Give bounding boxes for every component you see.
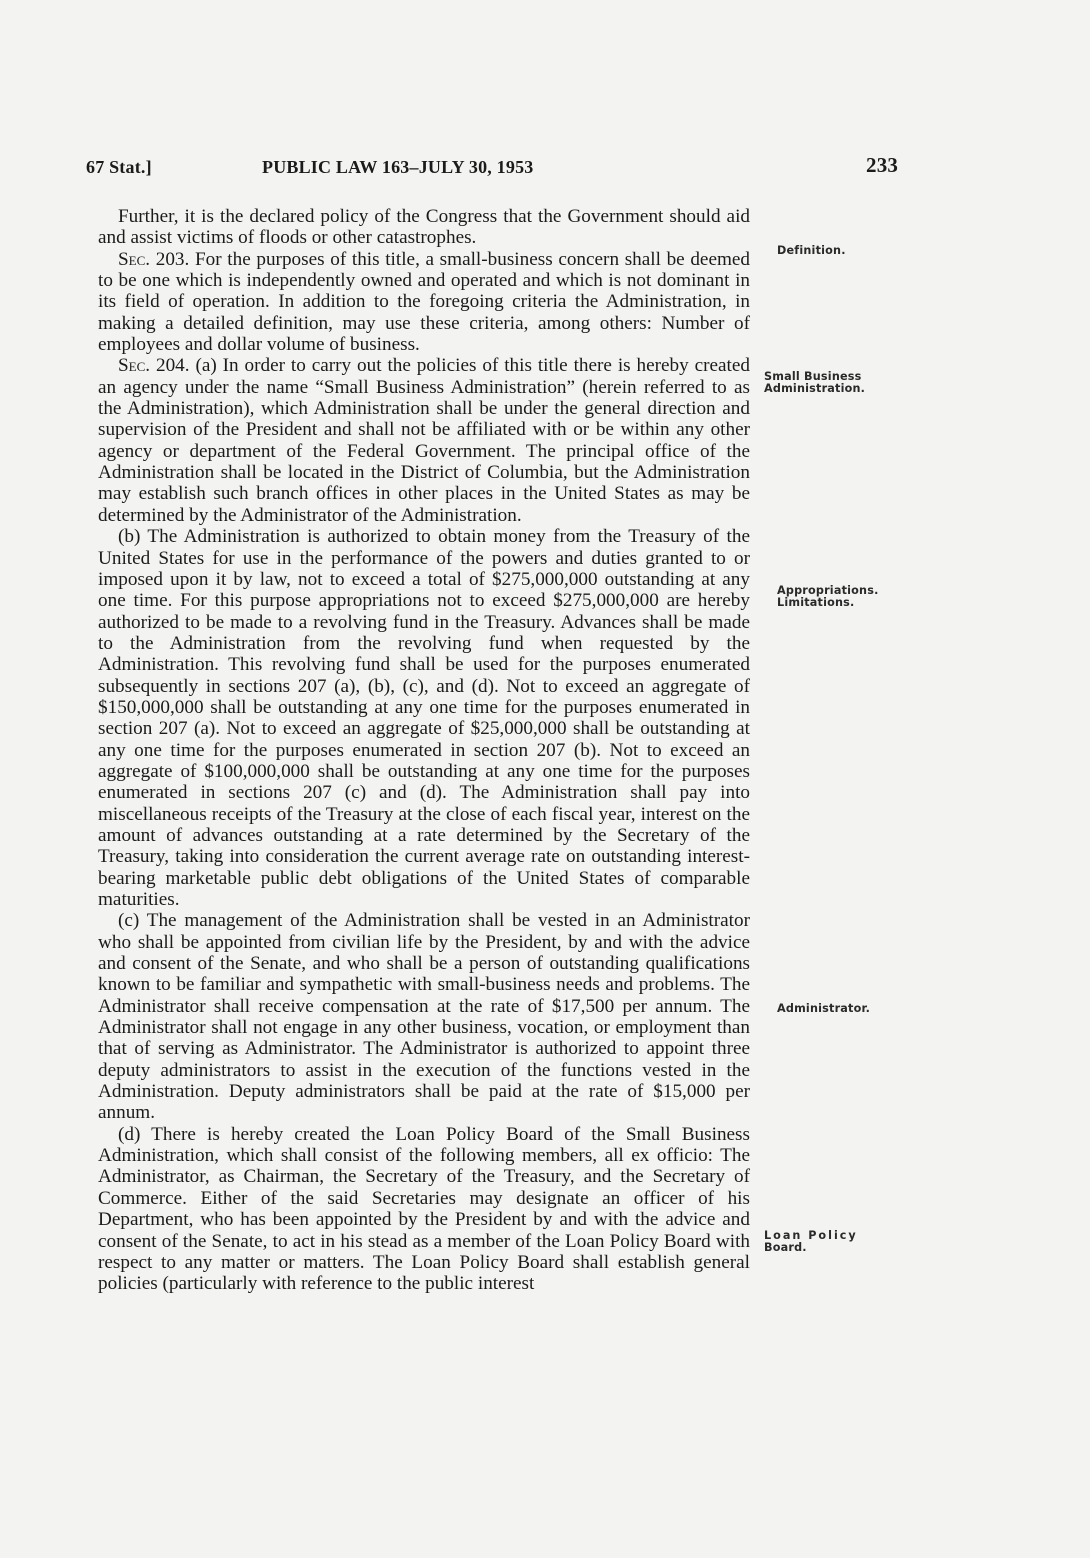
margin-note-loan-policy-board: [764, 1230, 894, 1254]
margin-note-text: Administration.: [764, 382, 866, 395]
margin-note-small-business-administration: [764, 371, 894, 395]
body-text: [98, 206, 750, 1295]
margin-note-text: Board.: [764, 1241, 807, 1254]
paragraph-sec-204-a: [98, 355, 750, 526]
paragraph-sec-204-d: (d) There is hereby created the Loan Policy Board of the Small Business Administration, which shall consist of the following members, all ex officio: The Administrator, as Chairman, the Secretary of the Treasury, and the Secretary of Commerce. Either of the said Secretaries may designate an officer of his Department, who has been appointed by the President by and with the advice and consent of the Senate, to act in his stead as a member of the Loan Policy Board with respect to any matter or matters. The Loan Policy Board shall establish general policies (particularly with reference to the public interest: [98, 1123, 750, 1295]
section-label: Sec.: [118, 248, 151, 270]
margin-note-definition: [777, 245, 907, 257]
running-title: PUBLIC LAW 163–JULY 30, 1953: [262, 157, 534, 177]
paragraph-sec-204-b: (b) The Administration is authorized to obtain money from the Treasury of the United States for use in the performance of the powers and duties granted to or imposed upon it by law, not to exceed a total of $275,000,000 outstanding at any one time. For this purpose appropriations not to exceed $275,000,000 are hereby authorized to be made to a revolving fund in the Treasury. Advances shall be made to the Administration from the revolving fund when requested by the Administration. This revolving fund shall be used for the purposes enumerated subsequently in sections 207 (a), (b), (c), and (d). Not to exceed an aggregate of $150,000,000 shall be outstanding at any one time for the purposes enumerated in section 207 (a). Not to exceed an aggregate of $25,000,000 shall be outstanding at any one time for the purposes enumerated in section 207 (b). Not to exceed an aggregate of $100,000,000 shall be outstanding at any one time for the purposes enumerated in sections 207 (c) and (d). The Administration shall pay into miscellaneous receipts of the Treasury at the close of each fiscal year, interest on the amount of advances outstanding at a rate determined by the Secretary of the Treasury, taking into consideration the current average rate on outstanding interest-bearing marketable public debt obligations of the United States of comparable maturities.: [98, 526, 750, 910]
margin-note-text: Appropriations.: [777, 584, 879, 597]
section-text: 204. (a) In order to carry out the policies of this title there is hereby created an agency under the name “Small Business Administration” (herein referred to as the Administration), which Administration shall be under the general direction and supervision of the President and shall not be affiliated with or be within any other agency or department of the Federal Government. The principal office of the Administration shall be located in the District of Columbia, but the Administration may establish such branch offices in other places in the United States as may be determined by the Administrator of the Administration.: [98, 355, 750, 526]
paragraph-sec-203: [98, 249, 750, 356]
margin-note-text: Loan Policy: [764, 1229, 858, 1242]
margin-note-text: Definition.: [777, 244, 846, 257]
page-number: 233: [866, 153, 899, 177]
paragraph-policy: Further, it is the declared policy of the Congress that the Government should aid and assist victims of floods or other catastrophes.: [98, 206, 750, 249]
paragraph-sec-204-c: (c) The management of the Administration shall be vested in an Administrator who shall be appointed from civilian life by the President, by and with the advice and consent of the Senate, and who shall be a person of outstanding qualifications known to be familiar and sympathetic with small-business needs and problems. The Administrator shall receive compensation at the rate of $17,500 per annum. The Administrator shall not engage in any other business, vocation, or employment than that of serving as Administrator. The Administrator is authorized to appoint three deputy administrators to assist in the execution of the functions vested in the Administration. Deputy administrators shall be paid at the rate of $15,000 per annum.: [98, 910, 750, 1124]
margin-note-text: Administrator.: [777, 1002, 871, 1015]
statute-reference: 67 Stat.]: [86, 157, 152, 177]
section-label: Sec.: [118, 355, 151, 377]
margin-note-text: Limitations.: [777, 596, 855, 609]
section-text: 203. For the purposes of this title, a small-business concern shall be deemed to be one which is independently owned and operated and which is not dominant in its field of operation. In addition to the foregoing criteria the Administration, in making a detailed definition, may use these criteria, among others: Number of employees and dollar volume of business.: [98, 248, 750, 356]
margin-note-text: Small Business: [764, 370, 862, 383]
margin-note-appropriations: [777, 585, 907, 609]
margin-note-administrator: [777, 1003, 907, 1015]
